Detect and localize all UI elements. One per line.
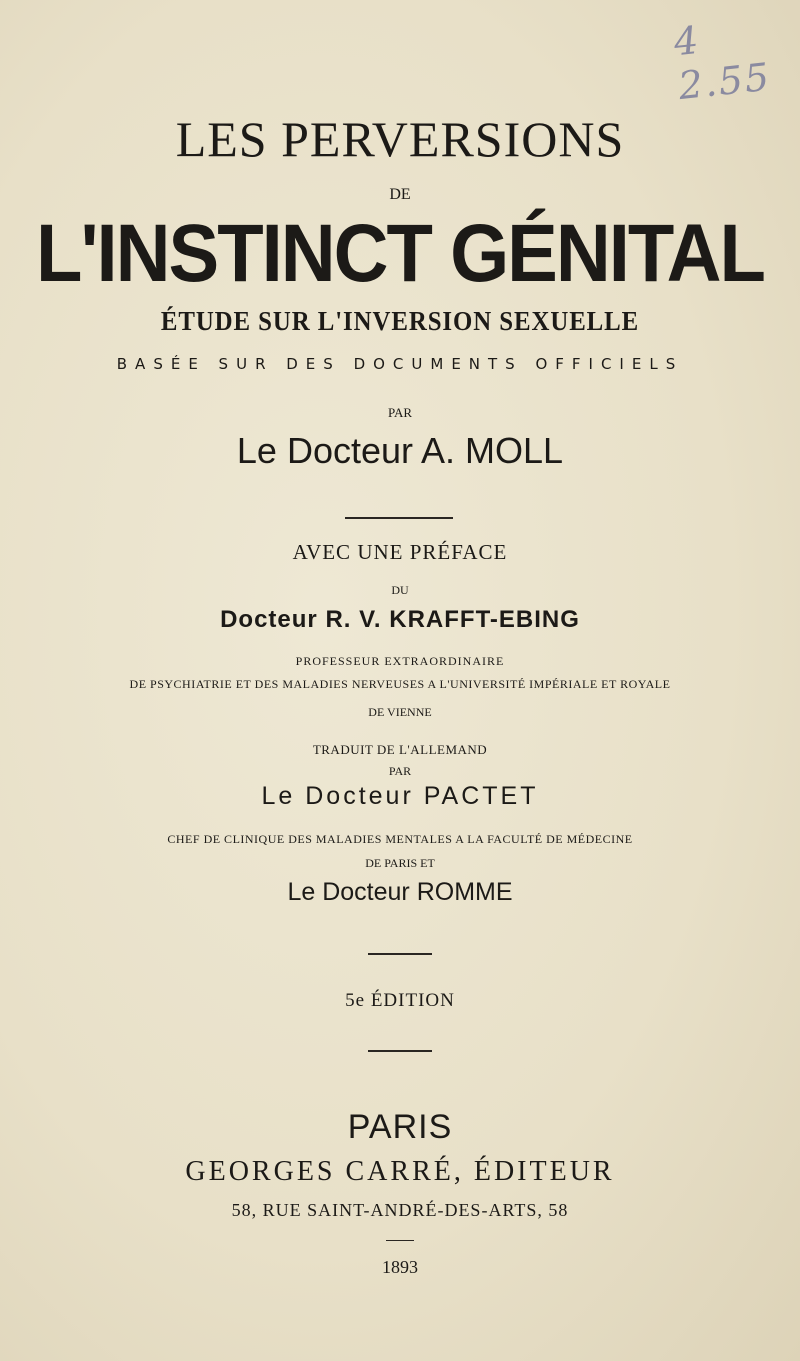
translator-title-1: CHEF DE CLINIQUE DES MALADIES MENTALES A LA FACULTÉ DE MÉDECINE (167, 832, 633, 846)
title-line-2: DE (389, 186, 411, 203)
translation-intro: TRADUIT DE L'ALLEMAND (312, 742, 488, 757)
imprint-publisher: GEORGES CARRÉ, ÉDITEUR (185, 1156, 615, 1187)
preface-title-2: DE PSYCHIATRIE ET DES MALADIES NERVEUSES A L'UNIVERSITÉ IMPÉRIALE ET ROYALE (129, 677, 671, 691)
handwritten-shelfmark: 4 2.55 (671, 17, 774, 109)
translator-1: Le Docteur PACTET (261, 782, 539, 810)
subtitle-line-1: ÉTUDE SUR L'INVERSION SEXUELLE (160, 306, 640, 336)
translator-2: Le Docteur ROMME (287, 878, 513, 906)
preface-title-3: DE VIENNE (368, 705, 432, 719)
preface-title-1: PROFESSEUR EXTRAORDINAIRE (295, 654, 505, 668)
imprint-address: 58, RUE SAINT-ANDRÉ-DES-ARTS, 58 (231, 1200, 569, 1220)
divider-rule (345, 517, 453, 519)
subtitle-line-2: BASÉE SUR DES DOCUMENTS OFFICIELS (116, 355, 684, 373)
preface-intro: AVEC UNE PRÉFACE (292, 540, 508, 564)
translator-title-2: DE PARIS ET (365, 856, 435, 870)
translation-by: PAR (388, 764, 412, 778)
imprint-year: 1893 (382, 1257, 418, 1277)
divider-rule (368, 953, 432, 955)
title-line-1: LES PERVERSIONS (175, 111, 625, 167)
author-by: PAR (387, 405, 413, 420)
divider-rule (368, 1050, 432, 1052)
divider-rule (386, 1240, 414, 1241)
preface-author: Docteur R. V. KRAFFT-EBING (220, 606, 580, 633)
preface-du: DU (391, 583, 409, 597)
author-name: Le Docteur A. MOLL (236, 430, 564, 471)
imprint-city: PARIS (347, 1108, 453, 1146)
edition: 5e ÉDITION (345, 990, 455, 1011)
title-main: L'INSTINCT GÉNITAL (36, 207, 764, 300)
